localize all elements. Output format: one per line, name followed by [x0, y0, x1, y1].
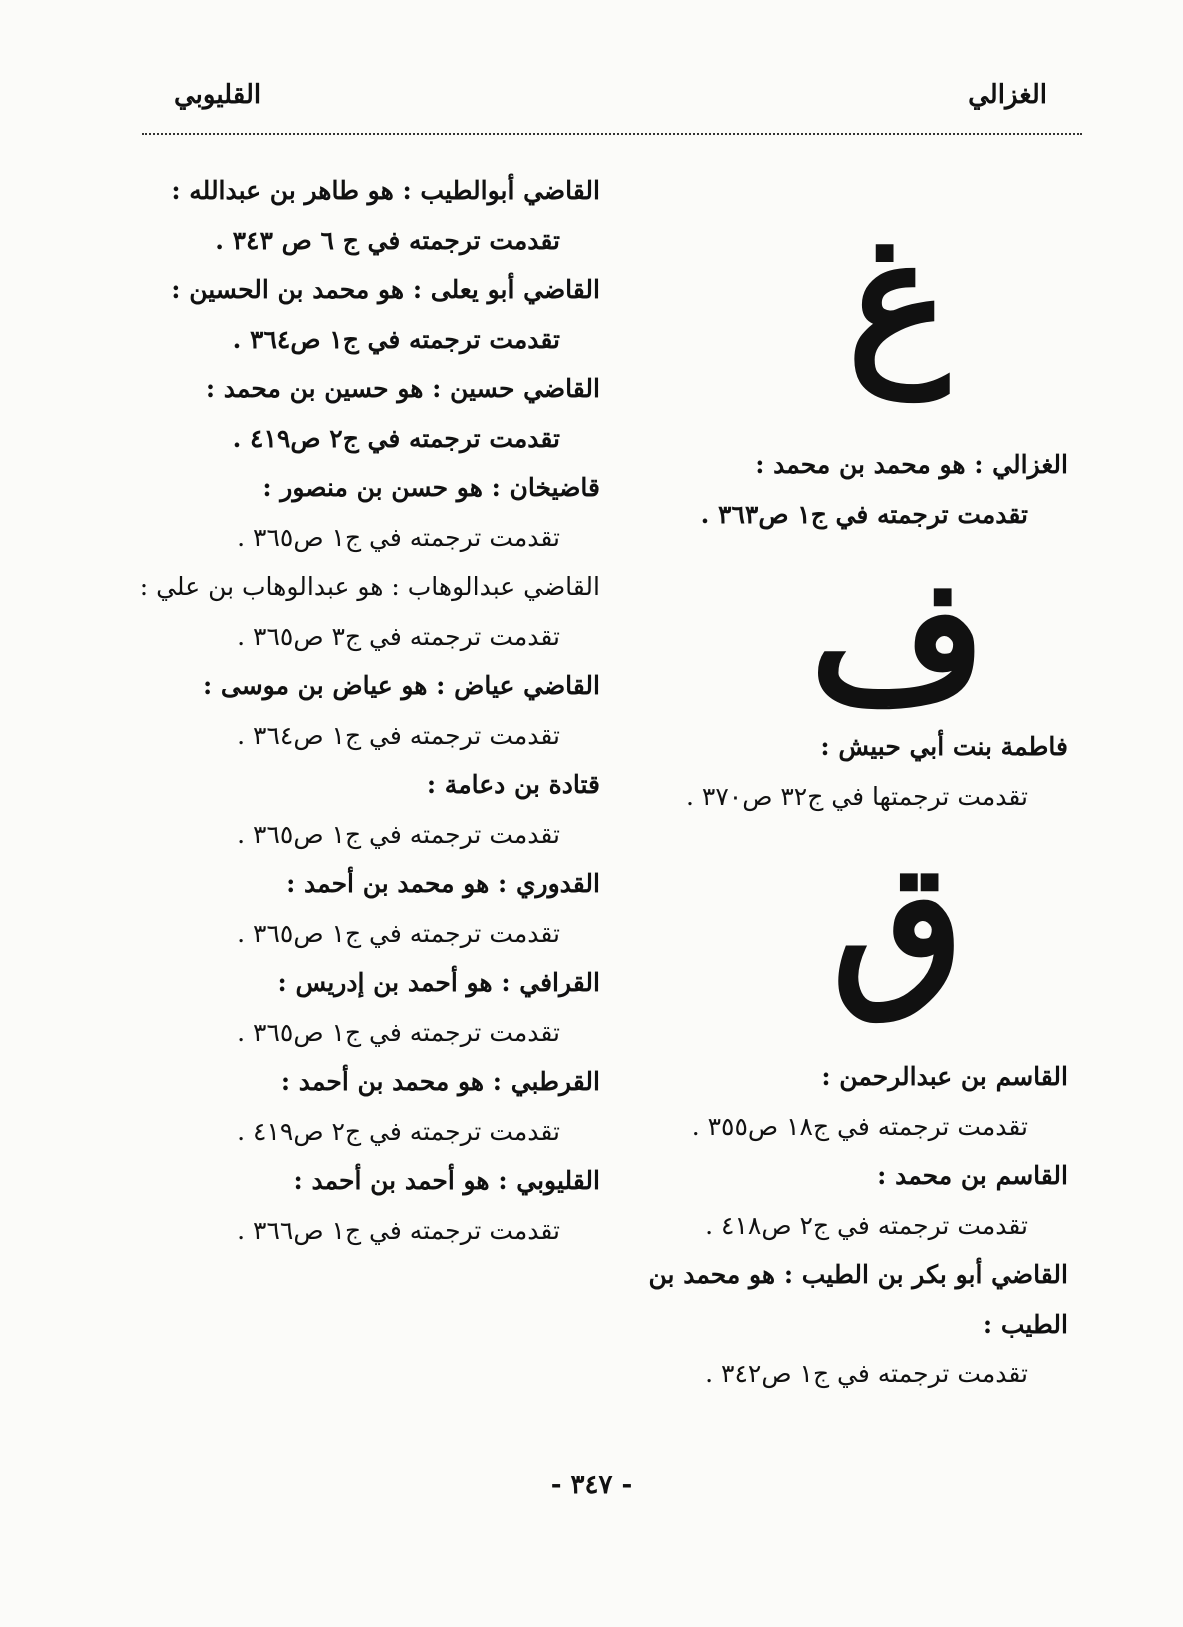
left-column: [139, 166, 600, 1255]
section-letter-qaf: ق: [832, 825, 964, 1025]
page-number: - ٣٤٧ -: [550, 1470, 633, 1500]
entry-reference: تقدمت ترجمته في ج٣ ص٣٦٥ .: [237, 621, 560, 651]
entry-name: القاضي حسين : هو حسين بن محمد :: [205, 374, 600, 403]
section-letter-ghain: غ: [847, 200, 949, 400]
entry-reference: تقدمت ترجمته في ج ٦ ص ٣٤٣ .: [215, 225, 560, 255]
entry-reference: تقدمت ترجمته في ج١ ص٣٦٤ .: [237, 720, 560, 750]
entry-reference: تقدمت ترجمته في ج١٨ ص٣٥٥ .: [691, 1111, 1028, 1141]
running-header-left: القليوبي: [174, 80, 262, 110]
entry-reference: تقدمت ترجمته في ج١ ص٣٦٥ .: [237, 522, 560, 552]
entry-name: فاطمة بنت أبي حبيش :: [820, 732, 1068, 761]
entry-name: قتادة بن دعامة :: [426, 770, 600, 799]
entry-name: القليوبي : هو أحمد بن أحمد :: [293, 1166, 600, 1195]
header-dotted-rule: [142, 133, 1082, 135]
entry-name: القرطبي : هو محمد بن أحمد :: [280, 1067, 600, 1096]
entry-reference: تقدمت ترجمته في ج١ ص٣٦٤ .: [232, 324, 560, 354]
entry-reference: تقدمت ترجمته في ج١ ص٣٦٦ .: [237, 1215, 560, 1245]
entry-name: القاضي عياض : هو عياض بن موسى :: [202, 671, 600, 700]
entry-reference: تقدمت ترجمته في ج٢ ص٤١٩ .: [237, 1116, 560, 1146]
section-letter-fa: ف: [809, 540, 987, 740]
entry-reference: تقدمت ترجمته في ج١ ص٣٦٥ .: [237, 918, 560, 948]
entry-reference: تقدمت ترجمته في ج١ ص٣٦٣ .: [700, 499, 1028, 529]
entry-name: قاضيخان : هو حسن بن منصور :: [262, 473, 600, 502]
entry-name: القرافي : هو أحمد بن إدريس :: [277, 968, 600, 997]
entry-reference: تقدمت ترجمتها في ج٣٢ ص٣٧٠ .: [685, 781, 1028, 811]
entry-reference: تقدمت ترجمته في ج٢ ص٤١٨ .: [705, 1210, 1028, 1240]
entry-reference: تقدمت ترجمته في ج٢ ص٤١٩ .: [232, 423, 560, 453]
entry-name: الغزالي : هو محمد بن محمد :: [755, 450, 1068, 479]
entry-name: القاسم بن عبدالرحمن :: [821, 1062, 1068, 1091]
entry-name: القاضي أبو بكر بن الطيب : هو محمد بن الطيب :: [648, 1260, 1068, 1339]
entry-reference: تقدمت ترجمته في ج١ ص٣٦٥ .: [237, 819, 560, 849]
entry-name: القاضي أبوالطيب : هو طاهر بن عبدالله :: [171, 176, 600, 205]
running-header-right: الغزالي: [968, 80, 1047, 110]
entry-name: القاضي أبو يعلى : هو محمد بن الحسين :: [171, 275, 600, 304]
entry-reference: تقدمت ترجمته في ج١ ص٣٤٢ .: [705, 1359, 1028, 1388]
ghain-section: [598, 440, 1068, 539]
entry-name: القدوري : هو محمد بن أحمد :: [286, 869, 600, 898]
fa-section: [598, 722, 1068, 821]
entry-name: القاسم بن محمد :: [877, 1161, 1068, 1190]
entry-reference: تقدمت ترجمته في ج١ ص٣٦٥ .: [237, 1017, 560, 1047]
qaf-section: [598, 1052, 1068, 1399]
entry-name: القاضي عبدالوهاب : هو عبدالوهاب بن علي :: [139, 572, 600, 601]
